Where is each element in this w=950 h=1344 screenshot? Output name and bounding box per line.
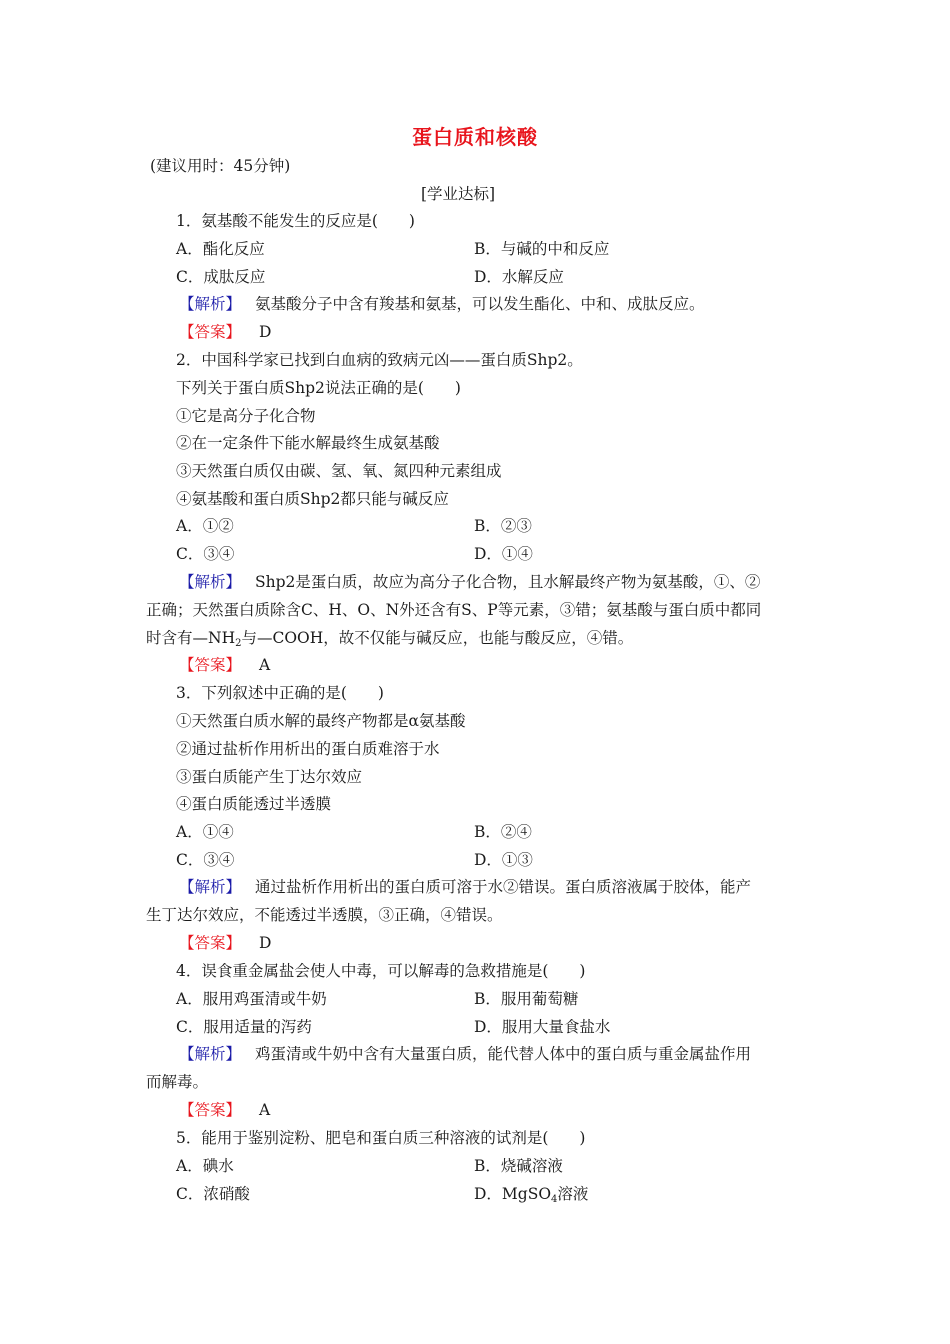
q4-answer-text: A <box>259 1101 271 1119</box>
analysis-label: 【解析】 <box>179 1045 242 1063</box>
q2-stem-2: 下列关于蛋白质Shp2说法正确的是( ) <box>176 379 461 397</box>
q5-stem: 5．能用于鉴别淀粉、肥皂和蛋白质三种溶液的试剂是( ) <box>176 1129 586 1147</box>
q4-analysis-text-1: 鸡蛋清或牛奶中含有大量蛋白质，能代替人体中的蛋白质与重金属盐作用 <box>255 1045 752 1063</box>
q4-analysis-text-2: 而解毒。 <box>146 1073 209 1091</box>
q1-analysis-text: 氨基酸分子中含有羧基和氨基，可以发生酯化、中和、成肽反应。 <box>255 295 705 313</box>
q5-option-d-text-2: 溶液 <box>557 1185 589 1203</box>
q1-option-d: D．水解反应 <box>474 268 564 286</box>
q1-option-a: A．酯化反应 <box>176 240 265 258</box>
answer-label: 【答案】 <box>179 323 242 341</box>
q3-stem: 3．下列叙述中正确的是( ) <box>176 684 384 702</box>
analysis-label: 【解析】 <box>179 878 242 896</box>
q3-statement-1: ①天然蛋白质水解的最终产物都是α氨基酸 <box>176 712 466 730</box>
q3-option-d: D．①③ <box>474 851 533 869</box>
q4-analysis <box>179 1044 751 1064</box>
document-title: 蛋白质和核酸 <box>412 125 538 149</box>
q2-answer <box>179 655 270 675</box>
q2-option-c: C．③④ <box>176 545 235 563</box>
q4-stem: 4．误食重金属盐会使人中毒，可以解毒的急救措施是( ) <box>176 962 586 980</box>
q3-analysis-text-2: 生丁达尔效应，不能透过半透膜，③正确，④错误。 <box>146 906 503 924</box>
time-hint: (建议用时：45分钟) <box>150 157 291 175</box>
q2-analysis-text-3b: 与—COOH，故不仅能与碱反应，也能与酸反应，④错。 <box>241 629 634 647</box>
q1-option-c: C．成肽反应 <box>176 268 266 286</box>
q4-option-a: A．服用鸡蛋清或牛奶 <box>176 990 327 1008</box>
q5-option-d-text-1: D．MgSO <box>474 1185 552 1203</box>
q2-analysis <box>179 572 760 592</box>
q1-stem: 1．氨基酸不能发生的反应是( ) <box>176 212 415 230</box>
q1-answer-text: D <box>259 323 272 341</box>
q2-option-a: A．①② <box>176 517 234 535</box>
q5-option-d-subscript: 4 <box>551 1194 558 1205</box>
q2-statement-3: ③天然蛋白质仅由碳、氢、氧、氮四种元素组成 <box>176 462 502 480</box>
q3-analysis-text-1: 通过盐析作用析出的蛋白质可溶于水②错误。蛋白质溶液属于胶体，能产 <box>255 878 752 896</box>
q2-stem: 2．中国科学家已找到白血病的致病元凶——蛋白质Shp2。 <box>176 351 583 369</box>
q4-option-b: B．服用葡萄糖 <box>474 990 579 1008</box>
answer-label: 【答案】 <box>179 656 242 674</box>
q3-analysis <box>179 877 751 897</box>
q3-statement-3: ③蛋白质能产生丁达尔效应 <box>176 768 363 786</box>
q2-statement-1: ①它是高分子化合物 <box>176 407 316 425</box>
q4-answer <box>179 1100 270 1120</box>
analysis-label: 【解析】 <box>179 295 242 313</box>
q3-option-b: B．②④ <box>474 823 532 841</box>
q2-option-b: B．②③ <box>474 517 532 535</box>
q3-option-a: A．①④ <box>176 823 234 841</box>
q2-analysis-subscript: 2 <box>235 638 242 649</box>
q3-option-c: C．③④ <box>176 851 235 869</box>
q3-statement-4: ④蛋白质能透过半透膜 <box>176 795 332 813</box>
q5-option-a: A．碘水 <box>176 1157 234 1175</box>
q3-statement-2: ②通过盐析作用析出的蛋白质难溶于水 <box>176 740 440 758</box>
q2-analysis-text-3a: 时含有—NH <box>146 629 236 647</box>
q2-analysis-line-3 <box>146 628 633 654</box>
answer-label: 【答案】 <box>179 934 242 952</box>
q2-statement-2: ②在一定条件下能水解最终生成氨基酸 <box>176 434 440 452</box>
section-heading: [学业达标] <box>421 185 496 203</box>
answer-label: 【答案】 <box>179 1101 242 1119</box>
q2-answer-text: A <box>259 656 271 674</box>
q5-option-c: C．浓硝酸 <box>176 1185 250 1203</box>
q2-option-d: D．①④ <box>474 545 533 563</box>
q4-option-d: D．服用大量食盐水 <box>474 1018 611 1036</box>
q1-answer <box>179 322 271 342</box>
q1-option-b: B．与碱的中和反应 <box>474 240 610 258</box>
q2-analysis-text-2: 正确；天然蛋白质除含C、H、O、N外还含有S、P等元素，③错；氨基酸与蛋白质中都同 <box>146 601 762 619</box>
q5-option-b: B．烧碱溶液 <box>474 1157 563 1175</box>
q5-option-d <box>474 1184 588 1210</box>
q3-answer <box>179 933 271 953</box>
q3-answer-text: D <box>259 934 272 952</box>
q1-analysis <box>179 294 705 314</box>
q4-option-c: C．服用适量的泻药 <box>176 1018 312 1036</box>
analysis-label: 【解析】 <box>179 573 242 591</box>
q2-analysis-text-1: Shp2是蛋白质，故应为高分子化合物，且水解最终产物为氨基酸，①、② <box>255 573 761 591</box>
q2-statement-4: ④氨基酸和蛋白质Shp2都只能与碱反应 <box>176 490 449 508</box>
